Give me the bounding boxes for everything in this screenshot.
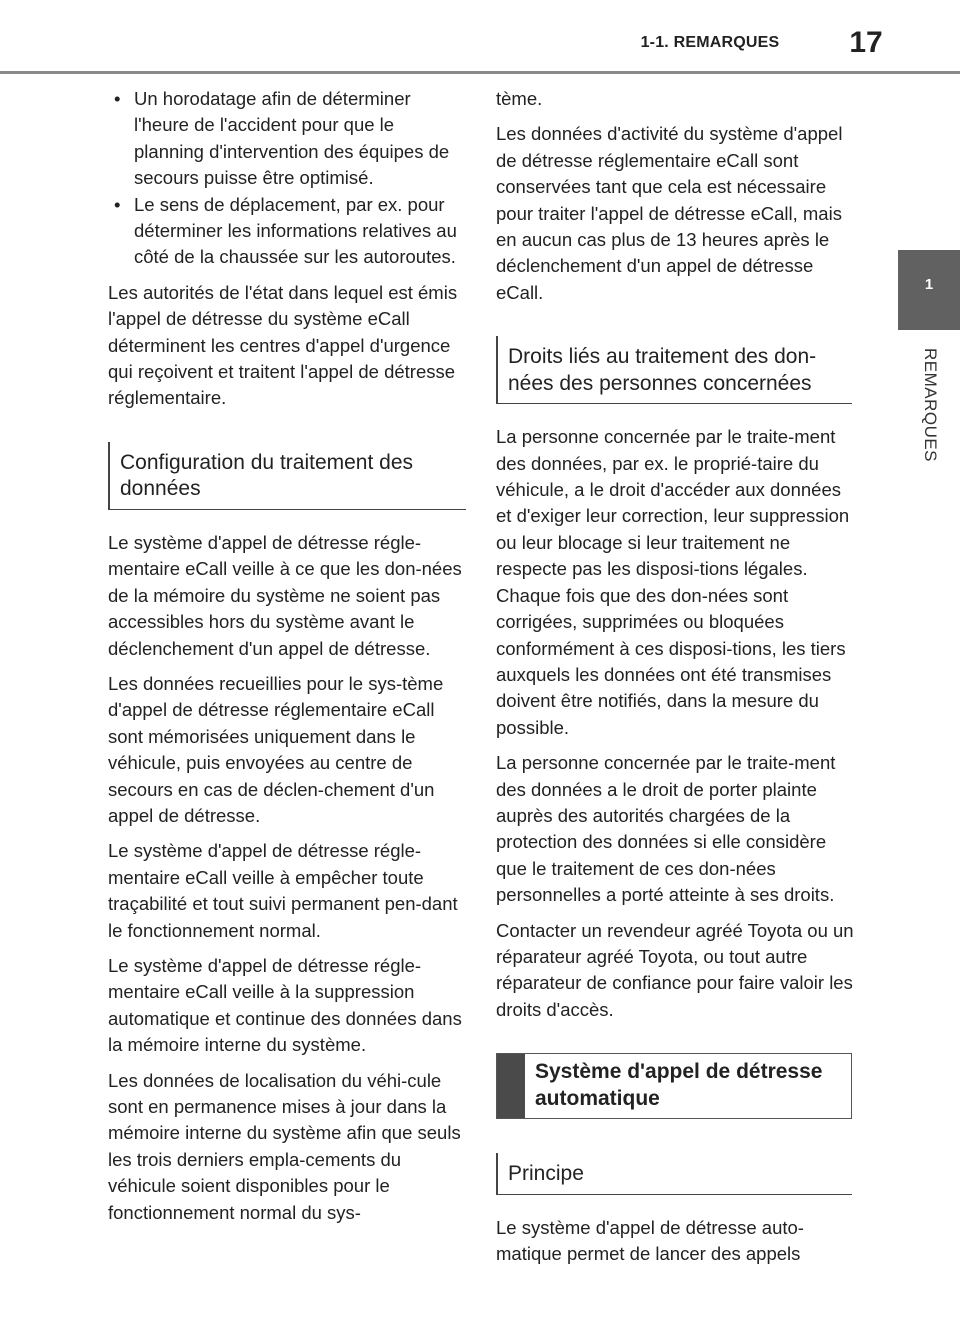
list-item-text: Le sens de déplacement, par ex. pour déterminer les informations relatives au côté de la chaussée sur les autoroutes. [134, 193, 457, 268]
paragraph: La personne concernée par le traite-ment des données a le droit de porter plainte auprès des autorités chargées de la protection des données si elle considère que le traitement de ces don-nées personnelles a porté atteinte à ses droits. [496, 752, 836, 906]
bullet-list [108, 86, 468, 271]
list-item-text: Un horodatage afin de déterminer l'heure de l'accident pour que le planning d'intervention des équipes de secours puisse être optimisé. [134, 88, 450, 189]
paragraph: Le système d'appel de détresse régle-mentaire eCall veille à ce que les don-nées de la mémoire du système ne soient pas accessibles hors du système avant le déclenchement d'un appel de détresse. [108, 531, 462, 659]
list-item [108, 86, 468, 192]
paragraph: Le système d'appel de détresse régle-mentaire eCall veille à empêcher toute traçabilité et tout suivi permanent pen-dant le fonctionnement normal. [108, 840, 458, 941]
bullet-dot: • [114, 193, 121, 215]
left-column [108, 86, 468, 1235]
section-heading: Droits liés au traitement des don-nées des personnes concernées [496, 336, 852, 404]
paragraph: Les données recueillies pour le sys-tème d'appel de détresse réglementaire eCall sont mémorisées uniquement dans le véhicule, puis envoyées au centre de secours en cas de déclen-chement d'un appel de détresse. [108, 672, 444, 826]
major-heading: Système d'appel de détresse automatique [535, 1060, 823, 1110]
major-heading-box [496, 1053, 852, 1119]
page-header [0, 0, 960, 80]
paragraph: tème. [496, 88, 543, 109]
right-column [496, 86, 856, 1277]
paragraph: Contacter un revendeur agréé Toyota ou un réparateur agréé Toyota, ou tout autre réparateur de confiance pour faire valoir les droits d'accès. [496, 919, 854, 1020]
heading-accent-bar [497, 1054, 525, 1118]
section-title: 1-1. REMARQUES [640, 34, 780, 51]
paragraph: Les données de localisation du véhi-cule sont en permanence mises à jour dans la mémoire interne du système afin que seuls les trois derniers empla-cements du véhicule soient disponibles pour le fonctionnement normal du sys- [108, 1069, 461, 1223]
bullet-dot: • [114, 88, 121, 109]
paragraph: Le système d'appel de détresse auto-matique permet de lancer des appels [496, 1216, 804, 1265]
section-heading: Principe [496, 1153, 852, 1195]
chapter-tab-number: 1 [924, 276, 934, 293]
chapter-tab-label: REMARQUES [921, 347, 940, 463]
section-heading: Configuration du traitement des données [108, 442, 466, 510]
paragraph: Les données d'activité du système d'appel de détresse réglementaire eCall sont conservées tant que cela est nécessaire pour traiter l'appel de détresse eCall, mais en aucun cas plus de 13 heures après le déclenchement d'un appel de détresse eCall. [496, 123, 843, 303]
paragraph: Les autorités de l'état dans lequel est émis l'appel de détresse du système eCall déterminent les centres d'appel d'urgence qui reçoivent et traitent l'appel de détresse réglementaire. [108, 281, 458, 409]
page-number: 17 [849, 26, 883, 59]
paragraph: Le système d'appel de détresse régle-mentaire eCall veille à la suppression automatique et continue des données dans la mémoire interne du système. [108, 954, 462, 1056]
list-item [108, 192, 468, 271]
paragraph: La personne concernée par le traite-ment des données, par ex. le proprié-taire du véhicule, a le droit d'accéder aux données et d'exiger leur correction, leur suppression ou leur blocage si leur traitement ne respecte pas les disposi-tions légales. Chaque fois que des don-nées sont corrigées, supprimées ou bloquées conformément à ces disposi-tions, les tiers auxquels les données ont été transmises doivent être notifiés, dans la mesure du possible. [496, 426, 850, 738]
header-rule [0, 71, 960, 74]
